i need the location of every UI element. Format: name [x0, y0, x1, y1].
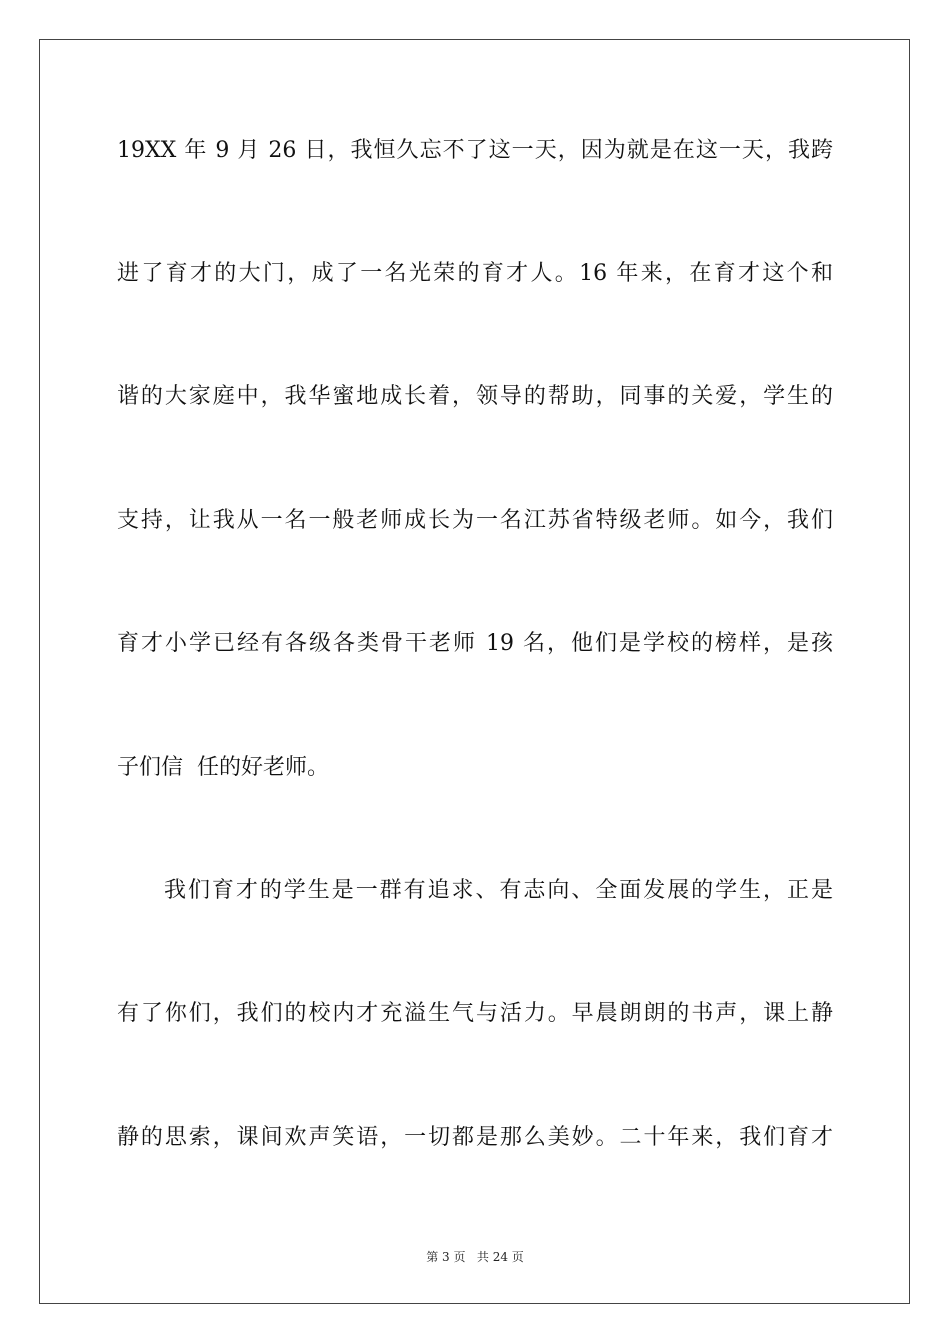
page-footer: [0, 1248, 950, 1265]
body-line: 谐的大家庭中，我华蜜地成长着，领导的帮助，同事的关爱，学生的: [117, 384, 833, 409]
body-line: 育才小学已经有各级各类骨干老师 19 名，他们是学校的榜样，是孩: [117, 631, 833, 656]
body-line: 进了育才的大门，成了一名光荣的育才人。16 年来，在育才这个和: [117, 261, 833, 286]
body-line: 19XX 年 9 月 26 日，我恒久忘不了这一天，因为就是在这一天，我跨: [117, 138, 833, 163]
body-line-paragraph-start: 我们育才的学生是一群有追求、有志向、全面发展的学生，正是: [164, 878, 833, 903]
page-number: 第 3 页 共 24 页: [426, 1250, 524, 1264]
body-line: 子们信 任的好老师。: [117, 755, 329, 780]
page-border: [39, 39, 910, 1304]
body-line: 静的思索，课间欢声笑语，一切都是那么美妙。二十年来，我们育才: [117, 1125, 833, 1150]
body-line: 有了你们，我们的校内才充溢生气与活力。早晨朗朗的书声，课上静: [117, 1001, 833, 1026]
body-line: 支持，让我从一名一般老师成长为一名江苏省特级老师。如今，我们: [117, 508, 833, 533]
